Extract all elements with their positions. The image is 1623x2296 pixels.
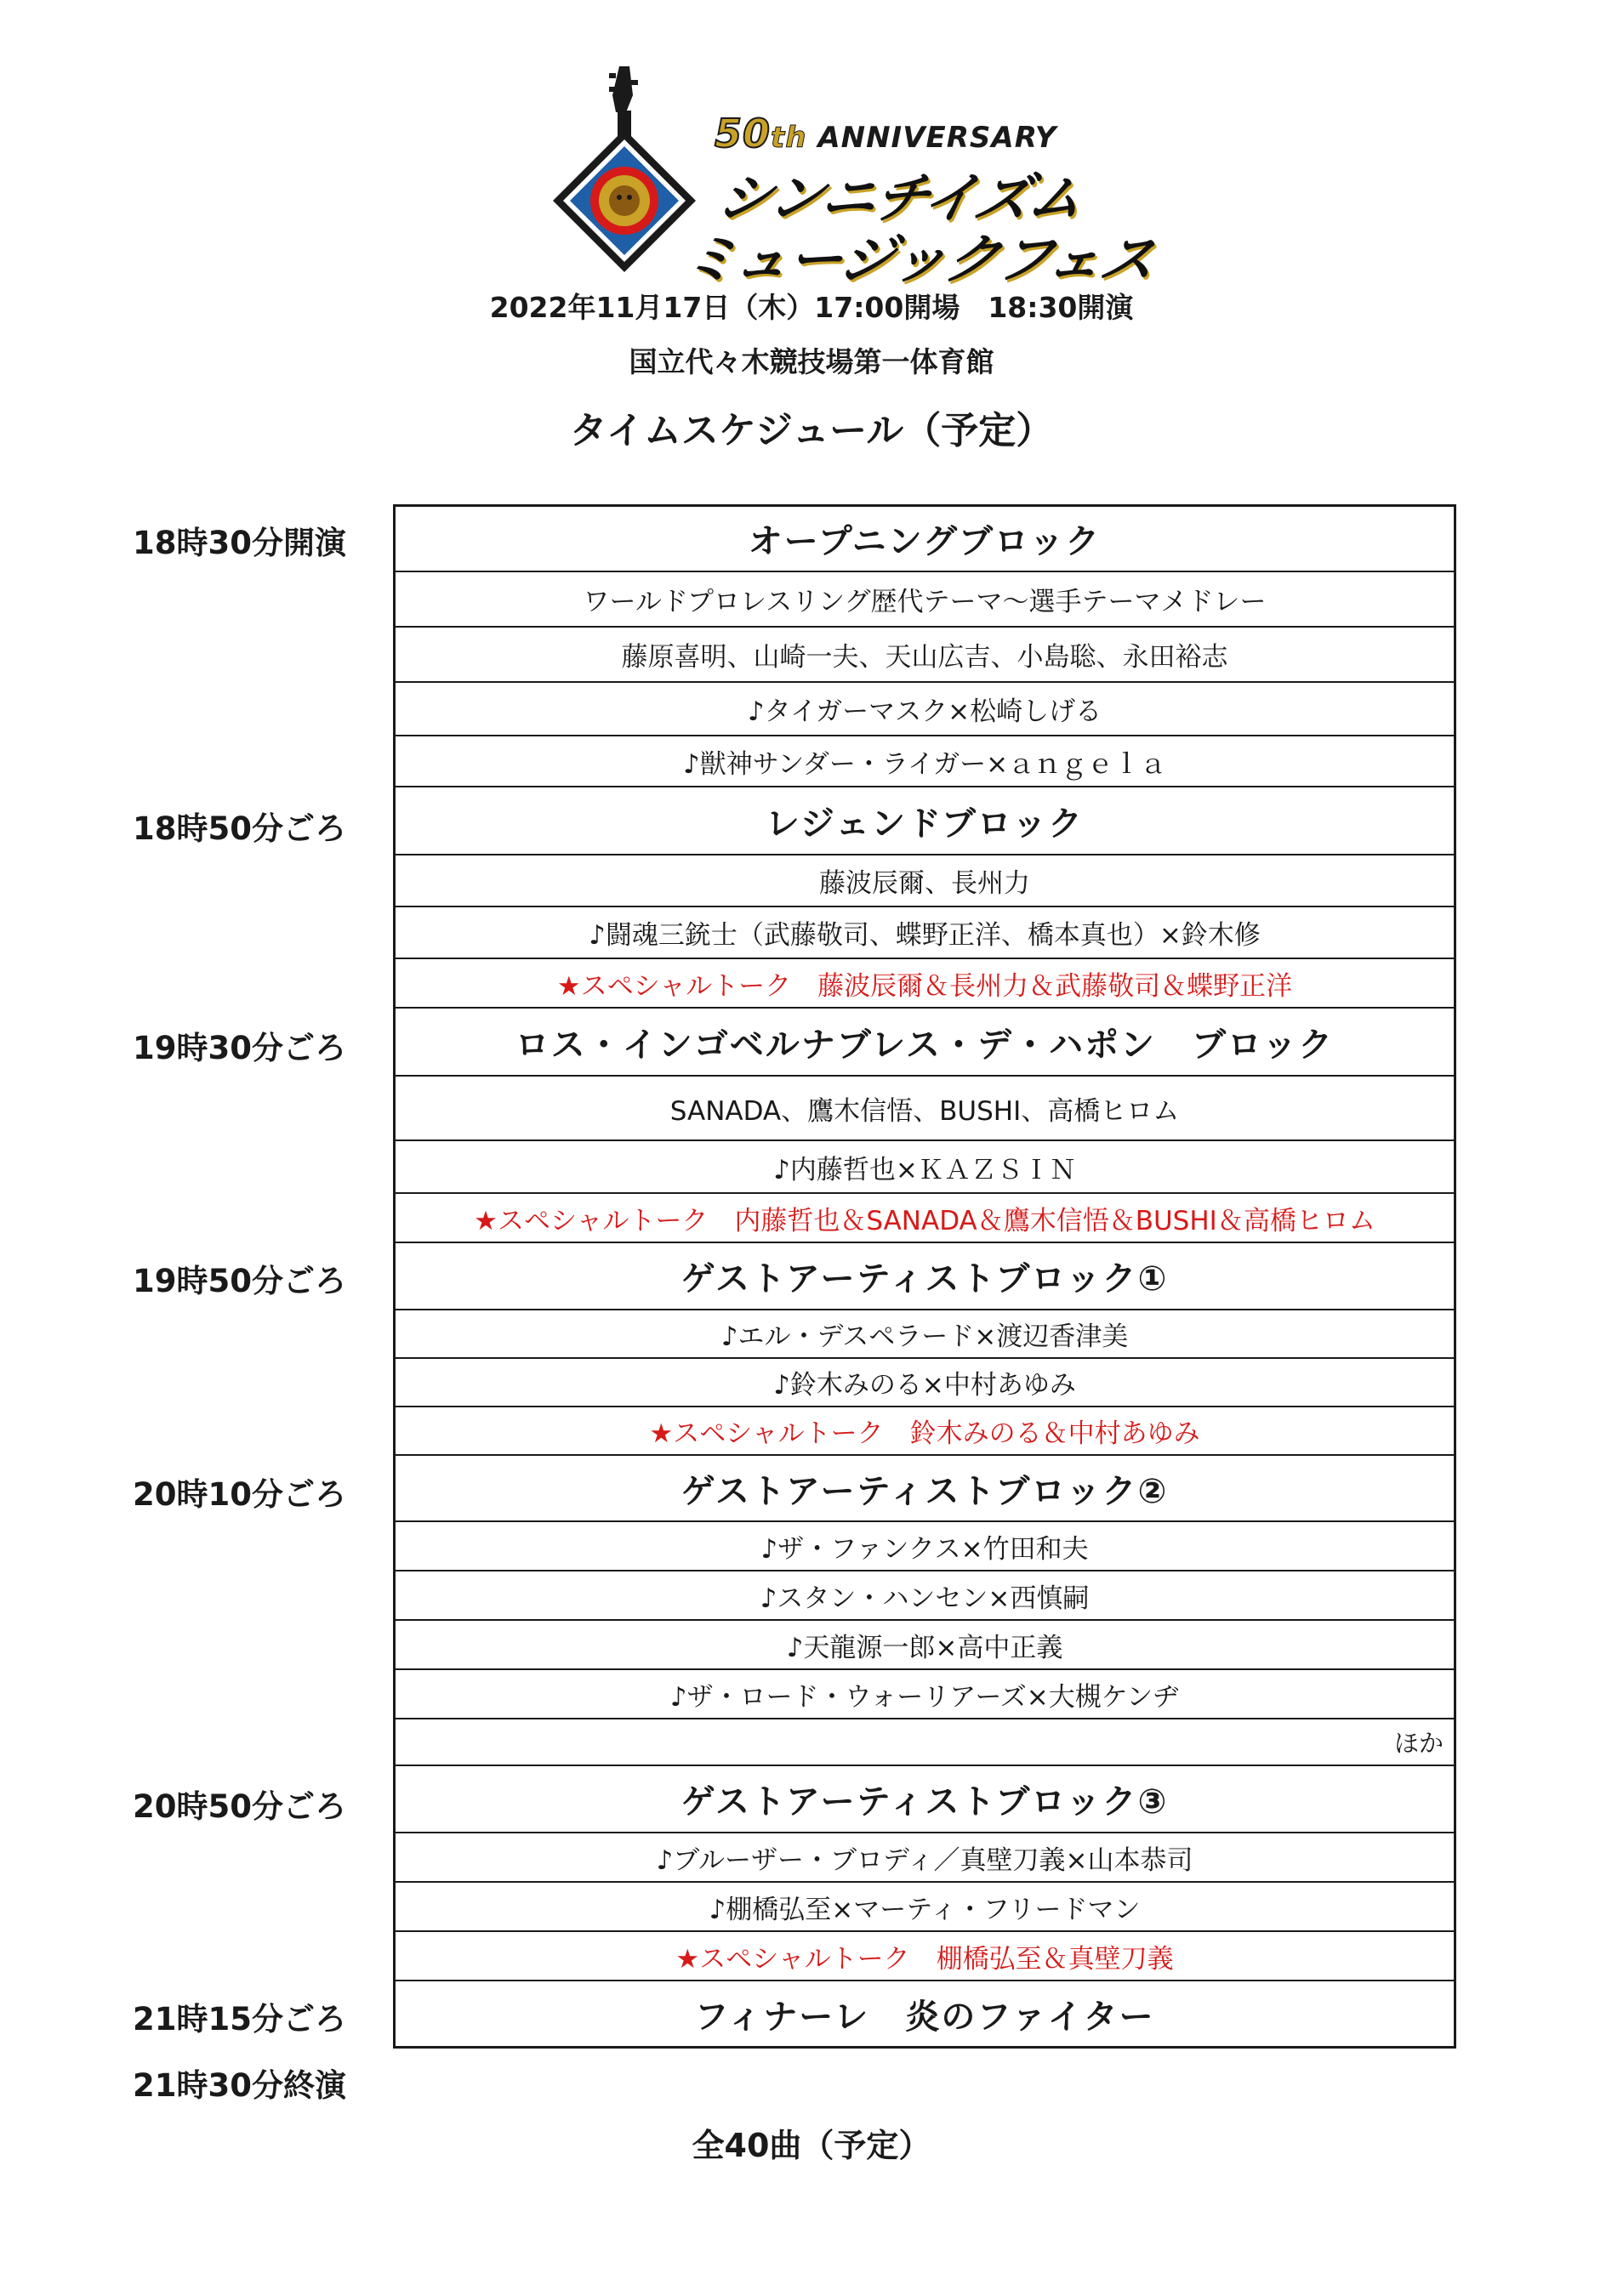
- schedule-row: ♪棚橋弘至×マーティ・フリードマン: [396, 1883, 1454, 1932]
- schedule-row: ♪ザ・ロード・ウォーリアーズ×大槻ケンヂ: [396, 1670, 1454, 1719]
- schedule-row: ♪ザ・ファンクス×竹田和夫: [396, 1522, 1454, 1571]
- schedule-row: ♪スタン・ハンセン×西慎嗣: [396, 1571, 1454, 1621]
- event-venue: 国立代々木競技場第一体育館: [629, 345, 994, 378]
- schedule-row: ゲストアーティストブロック③: [396, 1766, 1454, 1833]
- schedule-row: ♪闘魂三銃士（武藤敬司、蝶野正洋、橋本真也）×鈴木修: [396, 907, 1454, 959]
- schedule-row: 藤原喜明、山崎一夫、天山広吉、小島聡、永田裕志: [396, 628, 1454, 683]
- schedule-row: レジェンドブロック: [396, 787, 1454, 855]
- schedule-row: ワールドプロレスリング歴代テーマ～選手テーマメドレー: [396, 572, 1454, 628]
- time-label: 18時30分開演: [133, 525, 346, 561]
- schedule-title: タイムスケジュール（予定）: [569, 409, 1054, 452]
- schedule-row: ほか: [396, 1719, 1454, 1766]
- schedule-row: ♪タイガーマスク×松崎しげる: [396, 683, 1454, 736]
- schedule-row: ♪内藤哲也×ＫＡＺＳＩＮ: [396, 1141, 1454, 1194]
- schedule-row: ♪ブルーザー・ブロディ／真壁刀義×山本恭司: [396, 1833, 1454, 1883]
- schedule-row: ♪鈴木みのる×中村あゆみ: [396, 1359, 1454, 1407]
- time-label: 20時50分ごろ: [133, 1788, 346, 1825]
- schedule-row: ★スペシャルトーク 内藤哲也＆SANADA＆鷹木信悟＆BUSHI＆高橋ヒロム: [396, 1194, 1454, 1243]
- schedule-row: ロス・インゴベルナブレス・デ・ハポン ブロック: [396, 1009, 1454, 1077]
- total-songs-note: 全40曲（予定）: [692, 2127, 931, 2164]
- schedule-table: [393, 504, 1456, 2049]
- schedule-row: ゲストアーティストブロック②: [396, 1456, 1454, 1522]
- time-label: 19時30分ごろ: [133, 1030, 346, 1066]
- schedule-row: ゲストアーティストブロック①: [396, 1243, 1454, 1310]
- schedule-row: ★スペシャルトーク 棚橋弘至＆真壁刀義: [396, 1932, 1454, 1981]
- event-date: 2022年11月17日（木）17:00開場 18:30開演: [489, 291, 1134, 324]
- anniversary-label: 50th ANNIVERSARY: [715, 111, 1057, 156]
- schedule-row: SANADA、鷹木信悟、BUSHI、高橋ヒロム: [396, 1077, 1454, 1141]
- time-label: 19時50分ごろ: [133, 1263, 346, 1299]
- festival-logo: [544, 61, 1160, 292]
- schedule-row: ♪獣神サンダー・ライガー×ａｎｇｅｌａ: [396, 736, 1454, 787]
- schedule-row: ♪エル・デスペラード×渡辺香津美: [396, 1310, 1454, 1359]
- schedule-row: 藤波辰爾、長州力: [396, 855, 1454, 907]
- logo-title-line1: シンニチイズム: [710, 168, 1088, 230]
- schedule-row: フィナーレ 炎のファイター: [694, 1997, 1155, 2037]
- time-label: 21時30分終演: [133, 2067, 346, 2104]
- schedule-row: ★スペシャルトーク 藤波辰爾＆長州力＆武藤敬司＆蝶野正洋: [396, 959, 1454, 1009]
- schedule-row: ★スペシャルトーク 鈴木みのる＆中村あゆみ: [396, 1407, 1454, 1456]
- schedule-row: ♪天龍源一郎×高中正義: [396, 1621, 1454, 1670]
- time-label: 18時50分ごろ: [133, 810, 346, 847]
- schedule-row: オープニングブロック: [396, 507, 1454, 572]
- time-label: 20時10分ごろ: [133, 1476, 346, 1513]
- time-label: 21時15分ごろ: [133, 2001, 346, 2037]
- logo-title-line2: ミュージックフェス: [676, 229, 1160, 292]
